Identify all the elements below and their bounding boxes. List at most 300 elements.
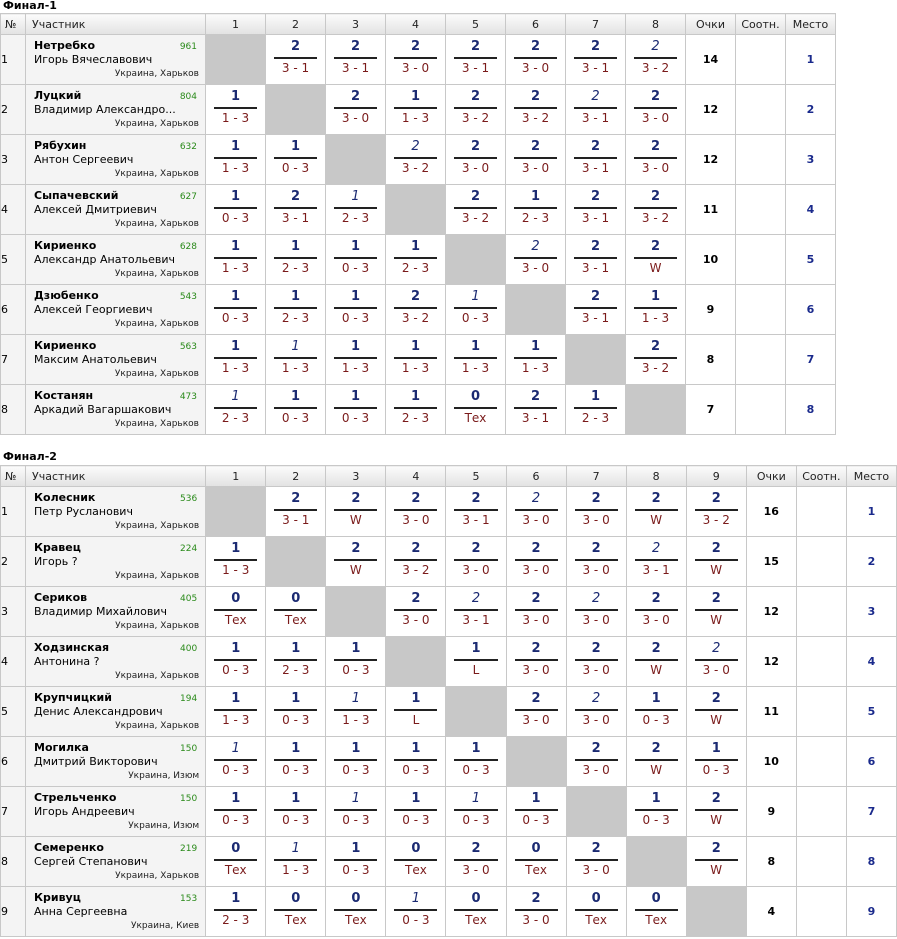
- match-result-cell[interactable]: [626, 887, 686, 937]
- self-cell: [566, 335, 626, 385]
- header-col-9[interactable]: 9: [686, 466, 746, 487]
- player-surname[interactable]: Рябухин: [34, 139, 87, 152]
- self-cell: [326, 135, 386, 185]
- match-result-cell[interactable]: [386, 787, 446, 837]
- match-result-cell[interactable]: [326, 637, 386, 687]
- match-result-cell[interactable]: [446, 385, 506, 435]
- match-points: 2: [711, 491, 721, 506]
- match-points: 1: [650, 289, 661, 304]
- participant-cell[interactable]: [26, 135, 206, 185]
- match-points: 2: [591, 841, 601, 856]
- header-col-2[interactable]: 2: [266, 466, 326, 487]
- final-place: 3: [846, 587, 896, 637]
- match-result-cell[interactable]: [506, 487, 566, 537]
- match-result-cell[interactable]: [386, 887, 446, 937]
- match-result-cell[interactable]: [626, 487, 686, 537]
- match-score: 0 - 3: [462, 763, 490, 777]
- match-result-cell[interactable]: [326, 335, 386, 385]
- match-result-cell[interactable]: [446, 637, 506, 687]
- player-firstname: Дмитрий Викторович: [34, 755, 158, 768]
- match-result-cell[interactable]: [506, 787, 566, 837]
- header-ratio[interactable]: Соотн.: [796, 466, 846, 487]
- player-city: Украина, Харьков: [114, 269, 199, 279]
- match-points: 2: [531, 239, 540, 254]
- match-result-cell[interactable]: [386, 385, 446, 435]
- match-points: 2: [590, 289, 601, 304]
- match-result-cell[interactable]: [506, 185, 566, 235]
- header-ratio[interactable]: Соотн.: [736, 14, 786, 35]
- match-result-cell[interactable]: [386, 537, 446, 587]
- match-result-cell[interactable]: [386, 335, 446, 385]
- match-result-cell[interactable]: [206, 135, 266, 185]
- match-score: 2 - 3: [281, 311, 310, 325]
- match-score: 2 - 3: [341, 211, 370, 225]
- match-result-cell[interactable]: [506, 35, 566, 85]
- self-cell: [506, 737, 566, 787]
- match-result-cell[interactable]: [686, 637, 746, 687]
- match-result-cell[interactable]: [566, 235, 626, 285]
- header-col-4[interactable]: 4: [386, 14, 446, 35]
- match-score: Тех: [224, 863, 247, 877]
- match-result-cell[interactable]: [386, 235, 446, 285]
- ratio-cell: [796, 687, 846, 737]
- match-result-cell[interactable]: [266, 887, 326, 937]
- match-result-cell[interactable]: [266, 637, 326, 687]
- participant-cell[interactable]: [26, 385, 206, 435]
- match-result-cell[interactable]: [626, 687, 686, 737]
- match-result-cell[interactable]: [566, 737, 626, 787]
- match-result-cell[interactable]: [506, 837, 566, 887]
- participant-cell[interactable]: [26, 235, 206, 285]
- match-points: 2: [651, 591, 661, 606]
- match-result-cell[interactable]: [326, 285, 386, 335]
- total-points: 7: [686, 385, 736, 435]
- participant-cell[interactable]: [26, 637, 206, 687]
- player-surname[interactable]: Нетребко: [34, 39, 96, 52]
- match-result-cell[interactable]: [266, 185, 326, 235]
- match-points: 1: [350, 289, 361, 304]
- match-result-cell[interactable]: [506, 135, 566, 185]
- match-result-cell[interactable]: [686, 787, 746, 837]
- match-result-cell[interactable]: [206, 587, 266, 637]
- match-result-cell[interactable]: [686, 737, 746, 787]
- header-col-5[interactable]: 5: [446, 14, 506, 35]
- header-participant[interactable]: Участник: [26, 466, 206, 487]
- match-score: L: [412, 713, 420, 727]
- match-result-cell[interactable]: [326, 185, 386, 235]
- participant-cell[interactable]: [26, 537, 206, 587]
- match-points: 1: [230, 339, 241, 354]
- total-points: 9: [746, 787, 796, 837]
- player-surname[interactable]: Ходзинская: [34, 641, 110, 654]
- match-result-cell[interactable]: [446, 787, 506, 837]
- match-result-cell[interactable]: [266, 385, 326, 435]
- ratio-cell: [796, 787, 846, 837]
- match-result-cell[interactable]: [206, 637, 266, 687]
- match-result-cell[interactable]: [326, 537, 386, 587]
- result-divider: [514, 107, 557, 109]
- result-divider: [635, 759, 678, 761]
- player-city: Украина, Изюм: [128, 771, 200, 781]
- match-points: 0: [231, 841, 241, 856]
- match-result-cell[interactable]: [446, 285, 506, 335]
- match-result-cell[interactable]: [446, 185, 506, 235]
- match-result-cell[interactable]: [446, 85, 506, 135]
- table-row: [1, 887, 897, 937]
- match-result-cell[interactable]: [446, 537, 506, 587]
- header-col-6[interactable]: 6: [506, 466, 566, 487]
- match-result-cell[interactable]: [326, 687, 386, 737]
- result-divider: [214, 157, 257, 159]
- header-col-8[interactable]: 8: [626, 14, 686, 35]
- result-divider: [394, 809, 437, 811]
- match-points: 2: [410, 39, 421, 54]
- match-result-cell[interactable]: [266, 235, 326, 285]
- match-points: 1: [351, 189, 360, 204]
- match-result-cell[interactable]: [446, 887, 506, 937]
- match-points: 2: [650, 239, 661, 254]
- self-cell: [566, 787, 626, 837]
- match-result-cell[interactable]: [386, 285, 446, 335]
- match-score: W: [710, 863, 723, 877]
- match-result-cell[interactable]: [326, 235, 386, 285]
- match-result-cell[interactable]: [626, 587, 686, 637]
- match-points: 0: [411, 841, 421, 856]
- match-result-cell[interactable]: [386, 737, 446, 787]
- match-score: Тех: [585, 913, 608, 927]
- match-score: 3 - 2: [401, 161, 430, 175]
- result-divider: [575, 609, 618, 611]
- match-result-cell[interactable]: [506, 335, 566, 385]
- match-result-cell[interactable]: [386, 837, 446, 887]
- match-result-cell[interactable]: [506, 385, 566, 435]
- match-result-cell[interactable]: [446, 35, 506, 85]
- header-col-5[interactable]: 5: [446, 466, 506, 487]
- header-col-6[interactable]: 6: [506, 14, 566, 35]
- match-result-cell[interactable]: [626, 185, 686, 235]
- match-result-cell[interactable]: [626, 35, 686, 85]
- match-result-cell[interactable]: [326, 887, 386, 937]
- match-result-cell[interactable]: [266, 35, 326, 85]
- total-points: 4: [746, 887, 796, 937]
- match-result-cell[interactable]: [206, 335, 266, 385]
- player-surname[interactable]: Крупчицкий: [34, 691, 112, 704]
- participant-cell[interactable]: [26, 85, 206, 135]
- match-result-cell[interactable]: [566, 35, 626, 85]
- result-divider: [214, 207, 257, 209]
- header-place[interactable]: Место: [786, 14, 836, 35]
- match-result-cell[interactable]: [326, 837, 386, 887]
- match-result-cell[interactable]: [626, 285, 686, 335]
- match-result-cell[interactable]: [566, 185, 626, 235]
- match-result-cell[interactable]: [386, 587, 446, 637]
- match-result-cell[interactable]: [566, 687, 626, 737]
- match-result-cell[interactable]: [266, 737, 326, 787]
- match-points: 0: [591, 891, 601, 906]
- match-points: 1: [230, 239, 241, 254]
- match-result-cell[interactable]: [326, 35, 386, 85]
- match-result-cell[interactable]: [206, 385, 266, 435]
- match-result-cell[interactable]: [266, 787, 326, 837]
- player-firstname: Максим Анатольевич: [34, 353, 157, 366]
- match-result-cell[interactable]: [626, 537, 686, 587]
- match-result-cell[interactable]: [566, 587, 626, 637]
- match-score: 3 - 0: [401, 61, 430, 75]
- result-divider: [274, 659, 317, 661]
- match-score: 3 - 0: [642, 613, 670, 627]
- match-result-cell[interactable]: [626, 85, 686, 135]
- match-result-cell[interactable]: [506, 537, 566, 587]
- match-result-cell[interactable]: [206, 285, 266, 335]
- player-city: Украина, Изюм: [128, 821, 200, 831]
- final-place: 5: [846, 687, 896, 737]
- header-points[interactable]: Очки: [686, 14, 736, 35]
- result-divider: [635, 659, 678, 661]
- match-result-cell[interactable]: [446, 135, 506, 185]
- match-result-cell[interactable]: [206, 787, 266, 837]
- player-surname[interactable]: Костанян: [34, 389, 94, 402]
- match-result-cell[interactable]: [626, 787, 686, 837]
- table-row: [1, 85, 836, 135]
- player-surname[interactable]: Сыпачевский: [34, 189, 119, 202]
- result-divider: [334, 57, 377, 59]
- match-result-cell[interactable]: [266, 487, 326, 537]
- match-result-cell[interactable]: [266, 687, 326, 737]
- match-result-cell[interactable]: [206, 85, 266, 135]
- header-col-3[interactable]: 3: [326, 466, 386, 487]
- match-result-cell[interactable]: [686, 587, 746, 637]
- match-result-cell[interactable]: [446, 487, 506, 537]
- match-points: 1: [231, 541, 241, 556]
- match-points: 0: [351, 891, 361, 906]
- match-result-cell[interactable]: [566, 385, 626, 435]
- match-result-cell[interactable]: [626, 737, 686, 787]
- match-result-cell[interactable]: [506, 587, 566, 637]
- player-surname[interactable]: Кириенко: [34, 239, 97, 252]
- row-number: 9: [1, 887, 26, 937]
- match-result-cell[interactable]: [386, 487, 446, 537]
- final-place: 9: [846, 887, 896, 937]
- match-result-cell[interactable]: [506, 637, 566, 687]
- match-result-cell[interactable]: [566, 637, 626, 687]
- player-surname[interactable]: Семеренко: [34, 841, 104, 854]
- result-divider: [214, 307, 257, 309]
- self-cell: [266, 85, 326, 135]
- match-score: 3 - 1: [341, 61, 370, 75]
- header-col-7[interactable]: 7: [566, 14, 626, 35]
- header-col-3[interactable]: 3: [326, 14, 386, 35]
- self-cell: [326, 587, 386, 637]
- player-surname[interactable]: Кравец: [34, 541, 81, 554]
- result-divider: [695, 759, 738, 761]
- match-result-cell[interactable]: [686, 837, 746, 887]
- row-number: 2: [1, 537, 26, 587]
- participant-cell[interactable]: [26, 185, 206, 235]
- match-score: 1 - 3: [221, 361, 250, 375]
- match-score: 1 - 3: [401, 111, 430, 125]
- player-firstname: Антон Сергеевич: [34, 153, 134, 166]
- total-points: 12: [746, 637, 796, 687]
- participant-cell[interactable]: [26, 487, 206, 537]
- match-score: 3 - 2: [402, 563, 430, 577]
- match-score: 3 - 0: [522, 913, 550, 927]
- match-result-cell[interactable]: [326, 737, 386, 787]
- match-result-cell[interactable]: [326, 787, 386, 837]
- match-points: 2: [531, 891, 541, 906]
- header-col-7[interactable]: 7: [566, 466, 626, 487]
- final-place: 2: [786, 85, 836, 135]
- match-result-cell[interactable]: [386, 35, 446, 85]
- participant-cell[interactable]: [26, 737, 206, 787]
- result-divider: [214, 559, 257, 561]
- match-score: W: [710, 613, 723, 627]
- match-points: 1: [651, 691, 661, 706]
- match-result-cell[interactable]: [206, 537, 266, 587]
- result-divider: [334, 559, 377, 561]
- header-num[interactable]: №: [1, 466, 26, 487]
- match-result-cell[interactable]: [446, 737, 506, 787]
- match-result-cell[interactable]: [206, 235, 266, 285]
- match-result-cell[interactable]: [686, 487, 746, 537]
- participant-cell[interactable]: [26, 787, 206, 837]
- result-divider: [334, 207, 377, 209]
- match-result-cell[interactable]: [506, 85, 566, 135]
- match-result-cell[interactable]: [446, 335, 506, 385]
- match-result-cell[interactable]: [266, 285, 326, 335]
- match-result-cell[interactable]: [566, 285, 626, 335]
- match-result-cell[interactable]: [326, 487, 386, 537]
- match-result-cell[interactable]: [206, 887, 266, 937]
- player-surname[interactable]: Кривуц: [34, 891, 81, 904]
- match-score: 3 - 0: [522, 563, 550, 577]
- match-result-cell[interactable]: [506, 887, 566, 937]
- match-score: 2 - 3: [282, 663, 310, 677]
- match-result-cell[interactable]: [686, 537, 746, 587]
- header-place[interactable]: Место: [846, 466, 896, 487]
- header-points[interactable]: Очки: [746, 466, 796, 487]
- match-result-cell[interactable]: [266, 837, 326, 887]
- match-result-cell[interactable]: [266, 335, 326, 385]
- match-points: 2: [712, 641, 721, 656]
- player-rating: 543: [179, 292, 197, 302]
- player-surname[interactable]: Луцкий: [34, 89, 82, 102]
- header-col-8[interactable]: 8: [626, 466, 686, 487]
- participant-cell[interactable]: [26, 587, 206, 637]
- match-points: 2: [351, 541, 361, 556]
- match-result-cell[interactable]: [206, 737, 266, 787]
- match-points: 1: [471, 289, 480, 304]
- header-num[interactable]: №: [1, 14, 26, 35]
- total-points: 8: [686, 335, 736, 385]
- match-result-cell[interactable]: [266, 587, 326, 637]
- match-result-cell[interactable]: [566, 135, 626, 185]
- match-result-cell[interactable]: [566, 837, 626, 887]
- header-col-1[interactable]: 1: [206, 14, 266, 35]
- match-score: 0 - 3: [282, 763, 310, 777]
- participant-cell[interactable]: [26, 687, 206, 737]
- match-points: 1: [291, 339, 300, 354]
- total-points: 12: [686, 85, 736, 135]
- match-result-cell[interactable]: [446, 837, 506, 887]
- match-score: 3 - 0: [402, 613, 430, 627]
- result-divider: [575, 759, 618, 761]
- result-divider: [274, 157, 317, 159]
- match-score: 1 - 3: [222, 713, 250, 727]
- result-divider: [514, 207, 557, 209]
- match-score: 1 - 3: [281, 361, 310, 375]
- match-result-cell[interactable]: [386, 135, 446, 185]
- self-cell: [206, 487, 266, 537]
- table-row: [1, 335, 836, 385]
- header-col-4[interactable]: 4: [386, 466, 446, 487]
- match-result-cell[interactable]: [446, 587, 506, 637]
- participant-cell[interactable]: [26, 335, 206, 385]
- table-row: [1, 737, 897, 787]
- player-surname[interactable]: Сериков: [34, 591, 88, 604]
- match-result-cell[interactable]: [206, 687, 266, 737]
- match-points: 1: [711, 741, 721, 756]
- match-result-cell[interactable]: [626, 637, 686, 687]
- table-row: [1, 637, 897, 687]
- participant-cell[interactable]: [26, 887, 206, 937]
- match-result-cell[interactable]: [206, 837, 266, 887]
- match-result-cell[interactable]: [506, 235, 566, 285]
- match-result-cell[interactable]: [626, 335, 686, 385]
- player-surname[interactable]: Кириенко: [34, 339, 97, 352]
- participant-cell[interactable]: [26, 35, 206, 85]
- match-result-cell[interactable]: [206, 185, 266, 235]
- match-score: 3 - 2: [401, 311, 430, 325]
- result-divider: [515, 559, 558, 561]
- match-result-cell[interactable]: [566, 537, 626, 587]
- player-surname[interactable]: Колесник: [34, 491, 96, 504]
- match-result-cell[interactable]: [626, 235, 686, 285]
- table-row: [1, 487, 897, 537]
- match-result-cell[interactable]: [566, 887, 626, 937]
- ratio-cell: [796, 587, 846, 637]
- result-divider: [575, 859, 618, 861]
- match-result-cell[interactable]: [506, 687, 566, 737]
- header-col-1[interactable]: 1: [206, 466, 266, 487]
- match-result-cell[interactable]: [326, 85, 386, 135]
- player-surname[interactable]: Дзюбенко: [34, 289, 99, 302]
- match-result-cell[interactable]: [566, 487, 626, 537]
- player-surname[interactable]: Стрельченко: [34, 791, 117, 804]
- match-result-cell[interactable]: [626, 135, 686, 185]
- header-row: [1, 14, 836, 35]
- result-divider: [575, 509, 618, 511]
- match-score: 2 - 3: [281, 261, 310, 275]
- match-points: 2: [650, 189, 661, 204]
- match-result-cell[interactable]: [686, 687, 746, 737]
- match-points: 1: [470, 339, 481, 354]
- match-result-cell[interactable]: [386, 687, 446, 737]
- match-result-cell[interactable]: [386, 85, 446, 135]
- result-divider: [695, 609, 738, 611]
- result-divider: [274, 357, 317, 359]
- result-divider: [394, 509, 437, 511]
- participant-cell[interactable]: [26, 837, 206, 887]
- match-points: 2: [350, 39, 361, 54]
- header-participant[interactable]: Участник: [26, 14, 206, 35]
- match-result-cell[interactable]: [326, 385, 386, 435]
- match-result-cell[interactable]: [266, 135, 326, 185]
- match-result-cell[interactable]: [566, 85, 626, 135]
- participant-cell[interactable]: [26, 285, 206, 335]
- match-points: 1: [351, 841, 361, 856]
- header-col-2[interactable]: 2: [266, 14, 326, 35]
- player-surname[interactable]: Могилка: [34, 741, 89, 754]
